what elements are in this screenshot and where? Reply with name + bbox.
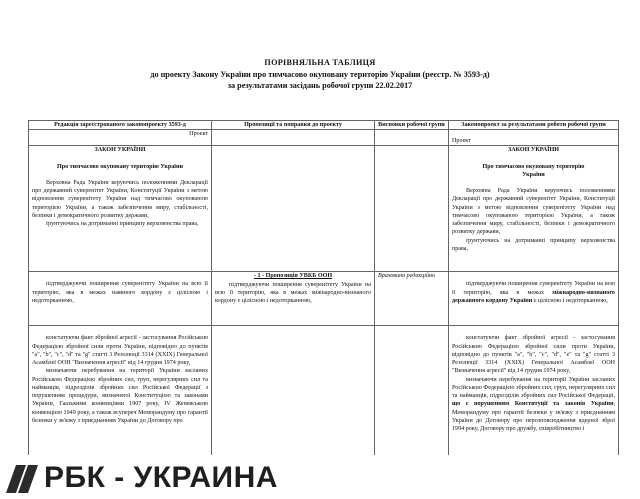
preamble-paragraph: ґрунтуючись на дотриманні принципу верховенства права,: [46, 221, 199, 227]
table-row: [29, 130, 619, 146]
header-col-conclusions: Висновки робочої групи: [375, 121, 449, 130]
cell-support-original: [29, 272, 212, 326]
cell-support-result: [449, 272, 619, 326]
law-heading: ЗАКОН УКРАЇНИ: [94, 147, 146, 154]
title-line-2: до проекту Закону України про тимчасово окуповану територію України (реєстр. № 3593-д): [150, 69, 490, 79]
bold-amendment: що є порушенням Конституції та законів України: [452, 401, 614, 408]
document-title: [0, 57, 640, 92]
cell-project-label: Проект: [29, 130, 212, 146]
cell-preamble-result: [449, 146, 619, 272]
conclusion-text: Враховано редакційно: [378, 273, 436, 280]
cell-empty: [212, 326, 375, 456]
table-row: [29, 146, 619, 272]
support-result-paragraph: підтверджуючи поширення суверенітету України на всю її територію, яка в межах міжнародно-визнаного державного кордону України є цілісною і недоторканною,: [452, 281, 615, 304]
cell-aggression-original: [29, 326, 212, 456]
aggression-paragraph: констатуючи факт збройної агресії - застосування Російською Федерацією збройної сили проти України, відповідно до пунктів "a", "b", "c", "d" та "g" статті 3 Резолюції 3314 (XXIX) Генеральної Асамблеї ООН "Визначення агресії" від 14 грудня 1974 року,: [32, 335, 208, 366]
preamble-paragraph: ґрунтуючись на дотриманні принципу верховенства права,: [452, 237, 615, 252]
preamble-paragraph: Верховна Рада України керуючись положеннями Декларації про державний суверенітет України, Конституції України з метою відновлення суверенітету України над тимчасово окупованою територією України, а також забезпечення миру, стабільності, безпеки і демократичного розвитку держави,: [32, 179, 208, 219]
header-col-original: Редакція зареєстрованого законопроекту 3593-д: [29, 121, 212, 130]
rbc-ukraine-logo-text: РБК - УКРАИНА: [44, 461, 278, 494]
rbc-logo-icon: [6, 465, 38, 493]
law-heading: ЗАКОН УКРАЇНИ: [508, 147, 559, 154]
aggression-paragraph: визначаючи перебування на території України засланих Російською Федерацією збройних сил, груп, нерегулярних сил та найманців, підрозділів збройних сил Російської Федерації з порушенням процедури, визначеної Конституцією та законами України, Гаазькими конвенціями 1907 року, IV Женевською конвенцією 1949 року, а також всупереч Меморандуму про гарантії безпеки у зв'язку з приєднанням України до Договору про: [32, 368, 208, 424]
proposal-text: підтверджуючи поширення суверенітету України на всю її територію, яка в межах міжнародно-визнаного кордону є цілісною і недоторканною,: [215, 281, 371, 304]
header-col-proposals: Пропозиції та поправки до проекту: [212, 121, 375, 130]
law-subject: Про тимчасово окуповану територію України: [482, 163, 585, 178]
table-row: [29, 272, 619, 326]
support-paragraph: підтверджуючи поширення суверенітету України на всю її територію, яка в межах наявного кордону є цілісною і недоторканною,: [32, 281, 208, 304]
cell-empty: [375, 326, 449, 456]
title-line-1: ПОРІВНЯЛЬНА ТАБЛИЦЯ: [264, 58, 376, 67]
aggression-result-paragraph: визначаючи перебування на території України засланих Російською Федерацією збройних сил, груп, нерегулярних сил та найманців, підрозділів збройних сил Російської Федерації, що є порушенням Конституції та законів України, Меморандуму про гарантії безпеки у зв'язку з приєднанням України до Договору про нерозповсюдження ядерної зброї 1994 року, Договору про дружбу, співробітництво і: [452, 376, 615, 432]
table-header-row: [29, 121, 619, 130]
law-subject: Про тимчасово окуповану територію України: [56, 163, 184, 170]
cell-empty: [212, 146, 375, 272]
aggression-result-paragraph: констатуючи факт збройної агресії - застосування Російською Федерацією збройної сили проти України, відповідно до пунктів "a", "b", "c", "d", "e" та "g" статті 3 Резолюції 3314 (XXIX) Генеральної Асамблеї ООН "Визначення агресії" від 14 грудня 1974 року,: [452, 335, 615, 375]
cell-project-label: Проект: [449, 130, 619, 146]
preamble-paragraph: Верховна Рада України керуючись положеннями Декларації про державний суверенітет України, Конституції України з метою відновлення суверенітету України над тимчасово окупованою територією України, а також забезпечення миру, стабільності, безпеки і демократичного розвитку держави,: [452, 188, 615, 236]
title-line-3: за результатами засідань робочої групи 22.02.2017: [227, 81, 413, 90]
header-col-result: Законопроект за результатами роботи робочої групи: [449, 121, 619, 130]
bold-amendment: міжнародно-визнаного державного кордону України: [452, 289, 615, 304]
cell-support-proposal: [212, 272, 375, 326]
comparison-table: [28, 120, 619, 456]
watermark-footer: [0, 455, 640, 499]
cell-aggression-result: [449, 326, 619, 456]
cell-empty: [375, 146, 449, 272]
proposal-title: - 1 - Пропозиція УВКБ ООН: [253, 273, 333, 280]
cell-support-conclusion: [375, 272, 449, 326]
cell-preamble-original: [29, 146, 212, 272]
cell-empty: [212, 130, 375, 146]
cell-empty: [375, 130, 449, 146]
table-row: [29, 326, 619, 456]
